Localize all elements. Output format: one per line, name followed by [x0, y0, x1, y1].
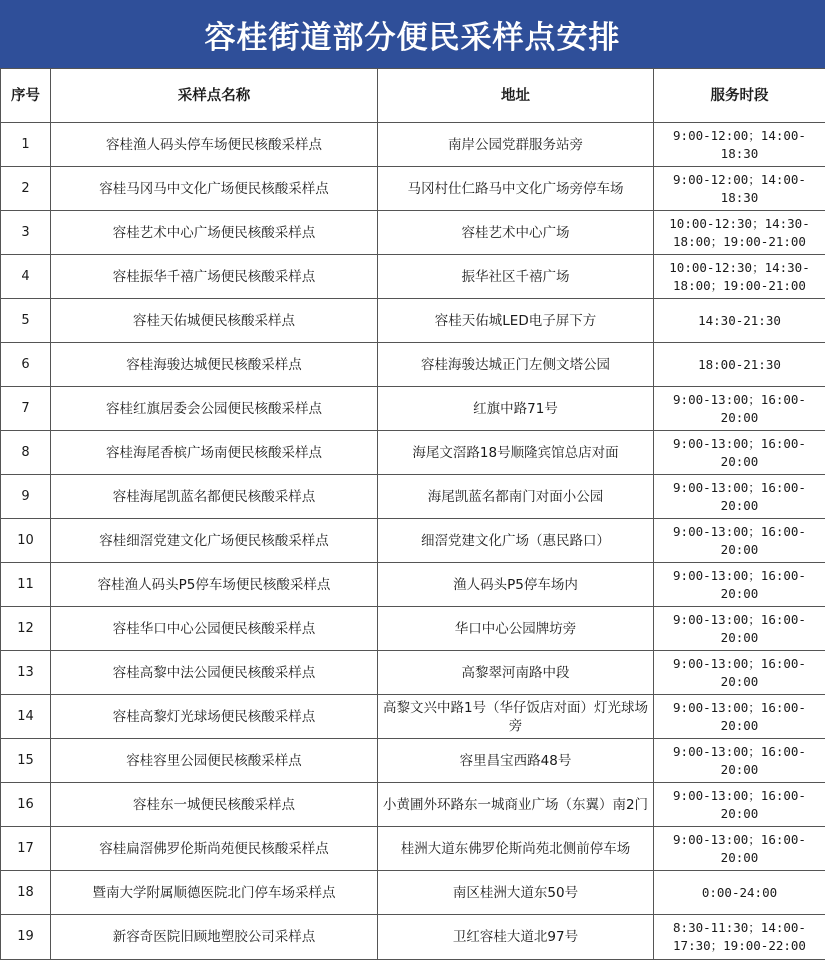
site-name: 容桂高黎灯光球场便民核酸采样点	[51, 695, 378, 739]
row-number: 7	[1, 387, 51, 431]
site-name: 容桂海尾凯蓝名都便民核酸采样点	[51, 475, 378, 519]
table-row	[1, 211, 825, 255]
header-number: 序号	[1, 69, 51, 123]
site-name: 容桂高黎中法公园便民核酸采样点	[51, 651, 378, 695]
page-title: 容桂街道部分便民采样点安排	[0, 0, 825, 68]
site-address: 细滘党建文化广场（惠民路口）	[378, 519, 654, 563]
service-hours: 10:00-12:30；14:30-18:00；19:00-21:00	[654, 211, 825, 255]
site-address: 卫红容桂大道北97号	[378, 915, 654, 960]
site-name: 容桂艺术中心广场便民核酸采样点	[51, 211, 378, 255]
table-row	[1, 343, 825, 387]
site-address: 振华社区千禧广场	[378, 255, 654, 299]
site-address: 红旗中路71号	[378, 387, 654, 431]
site-name: 容桂扁滘佛罗伦斯尚苑便民核酸采样点	[51, 827, 378, 871]
site-address: 马冈村仕仁路马中文化广场旁停车场	[378, 167, 654, 211]
row-number: 2	[1, 167, 51, 211]
row-number: 9	[1, 475, 51, 519]
site-name: 容桂振华千禧广场便民核酸采样点	[51, 255, 378, 299]
service-hours: 9:00-13:00；16:00-20:00	[654, 695, 825, 739]
site-address: 渔人码头P5停车场内	[378, 563, 654, 607]
table-row	[1, 255, 825, 299]
table-row	[1, 695, 825, 739]
service-hours: 9:00-13:00；16:00-20:00	[654, 651, 825, 695]
row-number: 18	[1, 871, 51, 915]
row-number: 4	[1, 255, 51, 299]
service-hours: 14:30-21:30	[654, 299, 825, 343]
site-name: 容桂渔人码头停车场便民核酸采样点	[51, 123, 378, 167]
site-name: 容桂渔人码头P5停车场便民核酸采样点	[51, 563, 378, 607]
row-number: 17	[1, 827, 51, 871]
site-name: 容桂东一城便民核酸采样点	[51, 783, 378, 827]
service-hours: 9:00-13:00；16:00-20:00	[654, 607, 825, 651]
row-number: 12	[1, 607, 51, 651]
site-name: 容桂容里公园便民核酸采样点	[51, 739, 378, 783]
table-row	[1, 563, 825, 607]
row-number: 5	[1, 299, 51, 343]
site-address: 华口中心公园牌坊旁	[378, 607, 654, 651]
service-hours: 8:30-11:30；14:00-17:30；19:00-22:00	[654, 915, 825, 960]
site-name: 容桂红旗居委会公园便民核酸采样点	[51, 387, 378, 431]
row-number: 6	[1, 343, 51, 387]
row-number: 8	[1, 431, 51, 475]
site-name: 暨南大学附属顺德医院北门停车场采样点	[51, 871, 378, 915]
service-hours: 18:00-21:30	[654, 343, 825, 387]
table-row	[1, 651, 825, 695]
service-hours: 9:00-13:00；16:00-20:00	[654, 431, 825, 475]
service-hours: 9:00-12:00；14:00-18:30	[654, 167, 825, 211]
row-number: 10	[1, 519, 51, 563]
row-number: 3	[1, 211, 51, 255]
site-name: 容桂海尾香槟广场南便民核酸采样点	[51, 431, 378, 475]
site-address: 容桂天佑城LED电子屏下方	[378, 299, 654, 343]
row-number: 1	[1, 123, 51, 167]
site-name: 容桂华口中心公园便民核酸采样点	[51, 607, 378, 651]
table-row	[1, 871, 825, 915]
table-row	[1, 739, 825, 783]
service-hours: 9:00-13:00；16:00-20:00	[654, 739, 825, 783]
service-hours: 9:00-13:00；16:00-20:00	[654, 827, 825, 871]
row-number: 19	[1, 915, 51, 960]
table-row	[1, 783, 825, 827]
sampling-schedule-table	[0, 68, 825, 960]
header-site-name: 采样点名称	[51, 69, 378, 123]
site-address: 高黎翠河南路中段	[378, 651, 654, 695]
row-number: 11	[1, 563, 51, 607]
site-address: 容桂海骏达城正门左侧文塔公园	[378, 343, 654, 387]
site-name: 容桂天佑城便民核酸采样点	[51, 299, 378, 343]
table-row	[1, 431, 825, 475]
site-address: 小黄圃外环路东一城商业广场（东翼）南2门	[378, 783, 654, 827]
site-address: 海尾凯蓝名都南门对面小公园	[378, 475, 654, 519]
table-row	[1, 519, 825, 563]
service-hours: 9:00-13:00；16:00-20:00	[654, 387, 825, 431]
table-body	[1, 123, 825, 960]
table-row	[1, 387, 825, 431]
table-row	[1, 607, 825, 651]
site-name: 新容奇医院旧顾地塑胶公司采样点	[51, 915, 378, 960]
site-address: 南区桂洲大道东50号	[378, 871, 654, 915]
site-address: 容桂艺术中心广场	[378, 211, 654, 255]
header-service-hours: 服务时段	[654, 69, 825, 123]
table-row	[1, 915, 825, 960]
service-hours: 9:00-13:00；16:00-20:00	[654, 475, 825, 519]
row-number: 14	[1, 695, 51, 739]
table-row	[1, 299, 825, 343]
site-name: 容桂海骏达城便民核酸采样点	[51, 343, 378, 387]
row-number: 13	[1, 651, 51, 695]
service-hours: 9:00-13:00；16:00-20:00	[654, 563, 825, 607]
service-hours: 9:00-13:00；16:00-20:00	[654, 519, 825, 563]
row-number: 15	[1, 739, 51, 783]
table-row	[1, 827, 825, 871]
service-hours: 0:00-24:00	[654, 871, 825, 915]
row-number: 16	[1, 783, 51, 827]
site-name: 容桂细滘党建文化广场便民核酸采样点	[51, 519, 378, 563]
service-hours: 9:00-13:00；16:00-20:00	[654, 783, 825, 827]
site-address: 桂洲大道东佛罗伦斯尚苑北侧前停车场	[378, 827, 654, 871]
service-hours: 9:00-12:00；14:00-18:30	[654, 123, 825, 167]
table-row	[1, 123, 825, 167]
site-address: 容里昌宝西路48号	[378, 739, 654, 783]
table-header-row	[1, 69, 825, 123]
site-address: 海尾文滘路18号顺隆宾馆总店对面	[378, 431, 654, 475]
table-row	[1, 475, 825, 519]
site-name: 容桂马冈马中文化广场便民核酸采样点	[51, 167, 378, 211]
table-row	[1, 167, 825, 211]
site-address: 高黎文兴中路1号（华仔饭店对面）灯光球场旁	[378, 695, 654, 739]
service-hours: 10:00-12:30；14:30-18:00；19:00-21:00	[654, 255, 825, 299]
site-address: 南岸公园党群服务站旁	[378, 123, 654, 167]
header-address: 地址	[378, 69, 654, 123]
